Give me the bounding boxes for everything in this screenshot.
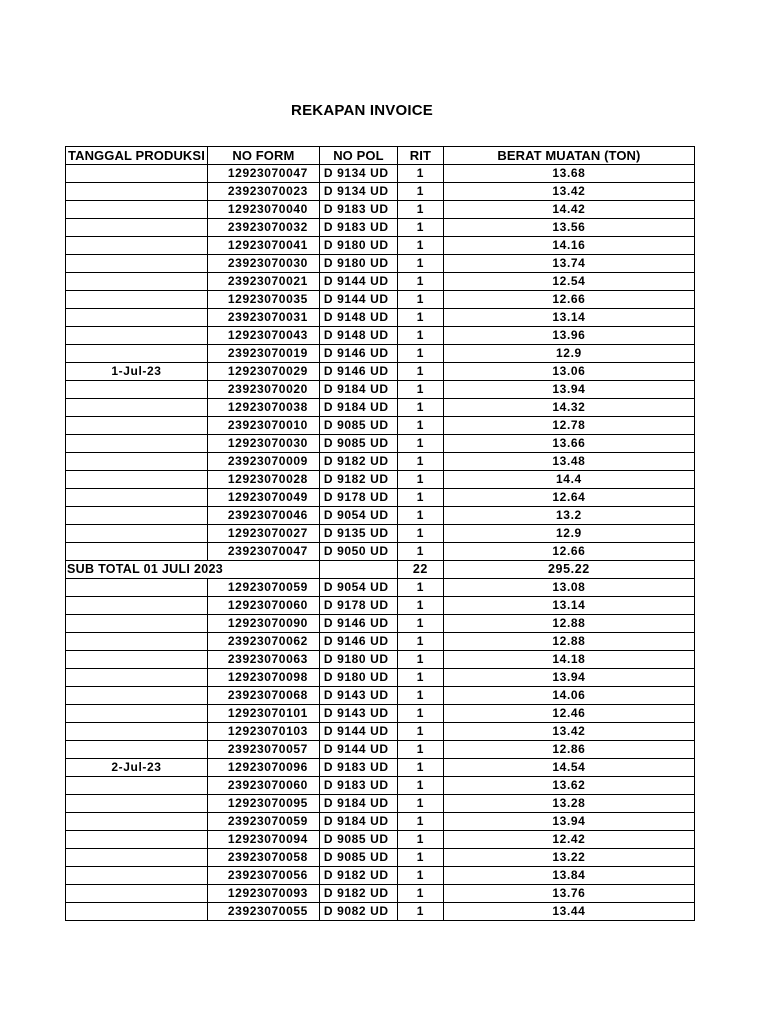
berat-cell: 13.96 [443, 327, 694, 345]
no-pol-cell: D 9082 UD [319, 903, 397, 921]
date-cell [66, 309, 208, 327]
no-pol-cell: D 9146 UD [319, 345, 397, 363]
berat-cell: 13.28 [443, 795, 694, 813]
table-row [66, 471, 695, 489]
rit-cell: 1 [397, 813, 443, 831]
no-form-cell: 12923070035 [207, 291, 319, 309]
no-form-cell: 12923070101 [207, 705, 319, 723]
berat-cell: 13.22 [443, 849, 694, 867]
date-cell [66, 777, 208, 795]
rit-cell: 1 [397, 309, 443, 327]
berat-cell: 13.76 [443, 885, 694, 903]
no-form-cell: 12923070060 [207, 597, 319, 615]
berat-cell: 14.42 [443, 201, 694, 219]
berat-cell: 13.56 [443, 219, 694, 237]
date-cell: 1-Jul-23 [66, 363, 208, 381]
date-cell [66, 903, 208, 921]
rit-cell: 1 [397, 795, 443, 813]
date-cell [66, 597, 208, 615]
date-cell [66, 183, 208, 201]
rit-cell: 1 [397, 201, 443, 219]
no-form-cell: 23923070019 [207, 345, 319, 363]
date-cell [66, 579, 208, 597]
berat-cell: 12.9 [443, 345, 694, 363]
no-form-cell: 12923070043 [207, 327, 319, 345]
table-row [66, 327, 695, 345]
date-cell [66, 327, 208, 345]
no-pol-cell: D 9144 UD [319, 273, 397, 291]
table-row [66, 435, 695, 453]
no-pol-cell: D 9054 UD [319, 579, 397, 597]
no-form-cell: 12923070090 [207, 615, 319, 633]
berat-cell: 12.42 [443, 831, 694, 849]
no-pol-cell: D 9178 UD [319, 597, 397, 615]
table-row [66, 903, 695, 921]
no-form-cell: 12923070041 [207, 237, 319, 255]
berat-cell: 13.94 [443, 669, 694, 687]
berat-cell: 12.88 [443, 633, 694, 651]
no-form-cell: 23923070020 [207, 381, 319, 399]
rit-cell: 1 [397, 741, 443, 759]
header-berat-muatan: BERAT MUATAN (TON) [443, 147, 694, 165]
no-pol-cell: D 9180 UD [319, 237, 397, 255]
table-row [66, 633, 695, 651]
date-cell [66, 687, 208, 705]
berat-cell: 14.4 [443, 471, 694, 489]
rit-cell: 1 [397, 219, 443, 237]
berat-cell: 12.64 [443, 489, 694, 507]
no-pol-cell: D 9146 UD [319, 633, 397, 651]
date-cell [66, 255, 208, 273]
rit-cell: 1 [397, 435, 443, 453]
date-cell [66, 273, 208, 291]
rit-cell: 1 [397, 615, 443, 633]
no-pol-cell: D 9182 UD [319, 885, 397, 903]
rit-cell: 1 [397, 327, 443, 345]
table-row [66, 759, 695, 777]
berat-cell: 13.66 [443, 435, 694, 453]
no-pol-cell: D 9178 UD [319, 489, 397, 507]
berat-cell: 12.66 [443, 291, 694, 309]
table-row [66, 831, 695, 849]
no-pol-cell: D 9134 UD [319, 183, 397, 201]
rit-cell: 1 [397, 885, 443, 903]
no-form-cell: 23923070046 [207, 507, 319, 525]
table-row [66, 165, 695, 183]
invoice-table [65, 146, 695, 921]
no-form-cell: 23923070030 [207, 255, 319, 273]
berat-cell: 13.74 [443, 255, 694, 273]
date-cell [66, 435, 208, 453]
no-form-cell: 12923070047 [207, 165, 319, 183]
no-pol-cell: D 9146 UD [319, 363, 397, 381]
date-cell [66, 723, 208, 741]
no-pol-cell: D 9180 UD [319, 669, 397, 687]
no-pol-cell: D 9144 UD [319, 291, 397, 309]
berat-cell: 12.54 [443, 273, 694, 291]
table-row [66, 597, 695, 615]
document-title: REKAPAN INVOICE [291, 102, 433, 119]
no-pol-cell: D 9182 UD [319, 471, 397, 489]
no-form-cell: 23923070047 [207, 543, 319, 561]
table-row [66, 507, 695, 525]
table-row [66, 237, 695, 255]
table-row [66, 255, 695, 273]
rit-cell: 1 [397, 453, 443, 471]
rit-cell: 1 [397, 363, 443, 381]
table-row [66, 453, 695, 471]
berat-cell: 13.94 [443, 813, 694, 831]
no-pol-cell: D 9085 UD [319, 831, 397, 849]
no-form-cell: 12923070059 [207, 579, 319, 597]
berat-cell: 13.48 [443, 453, 694, 471]
no-form-cell: 12923070098 [207, 669, 319, 687]
table-row [66, 813, 695, 831]
berat-cell: 14.16 [443, 237, 694, 255]
no-form-cell: 23923070060 [207, 777, 319, 795]
no-pol-cell: D 9085 UD [319, 435, 397, 453]
date-cell [66, 165, 208, 183]
rit-cell: 1 [397, 687, 443, 705]
no-form-cell: 23923070009 [207, 453, 319, 471]
table-row [66, 651, 695, 669]
rit-cell: 1 [397, 471, 443, 489]
no-pol-cell: D 9180 UD [319, 255, 397, 273]
berat-cell: 14.18 [443, 651, 694, 669]
table-row [66, 291, 695, 309]
table-row [66, 345, 695, 363]
date-cell [66, 741, 208, 759]
no-form-cell: 23923070031 [207, 309, 319, 327]
subtotal-rit: 22 [397, 561, 443, 579]
berat-cell: 13.84 [443, 867, 694, 885]
no-form-cell: 23923070032 [207, 219, 319, 237]
no-pol-cell: D 9054 UD [319, 507, 397, 525]
no-pol-cell: D 9182 UD [319, 453, 397, 471]
no-form-cell: 12923070095 [207, 795, 319, 813]
berat-cell: 12.66 [443, 543, 694, 561]
date-cell [66, 867, 208, 885]
rit-cell: 1 [397, 849, 443, 867]
date-cell: 2-Jul-23 [66, 759, 208, 777]
no-pol-cell: D 9184 UD [319, 381, 397, 399]
no-pol-cell: D 9085 UD [319, 417, 397, 435]
table-row [66, 849, 695, 867]
rit-cell: 1 [397, 399, 443, 417]
date-cell [66, 795, 208, 813]
no-form-cell: 12923070027 [207, 525, 319, 543]
header-no-pol: NO POL [319, 147, 397, 165]
header-no-form: NO FORM [207, 147, 319, 165]
date-cell [66, 813, 208, 831]
berat-cell: 13.08 [443, 579, 694, 597]
berat-cell: 13.44 [443, 903, 694, 921]
no-form-cell: 12923070094 [207, 831, 319, 849]
no-pol-cell: D 9144 UD [319, 723, 397, 741]
header-tanggal-produksi: TANGGAL PRODUKSI [66, 147, 208, 165]
table-row [66, 795, 695, 813]
no-form-cell: 12923070028 [207, 471, 319, 489]
table-row [66, 201, 695, 219]
no-form-cell: 12923070096 [207, 759, 319, 777]
subtotal-label [66, 561, 320, 579]
table-row [66, 543, 695, 561]
no-pol-cell: D 9144 UD [319, 741, 397, 759]
rit-cell: 1 [397, 165, 443, 183]
header-rit: RIT [397, 147, 443, 165]
date-cell [66, 471, 208, 489]
table-row [66, 669, 695, 687]
header-row [66, 147, 695, 165]
berat-cell: 12.46 [443, 705, 694, 723]
table-row [66, 705, 695, 723]
no-form-cell: 23923070010 [207, 417, 319, 435]
no-form-cell: 12923070030 [207, 435, 319, 453]
date-cell [66, 525, 208, 543]
table-row [66, 687, 695, 705]
date-cell [66, 831, 208, 849]
berat-cell: 13.2 [443, 507, 694, 525]
no-form-cell: 12923070029 [207, 363, 319, 381]
no-pol-cell: D 9050 UD [319, 543, 397, 561]
no-pol-cell: D 9148 UD [319, 327, 397, 345]
no-pol-cell: D 9184 UD [319, 813, 397, 831]
berat-cell: 13.42 [443, 723, 694, 741]
rit-cell: 1 [397, 597, 443, 615]
table-row [66, 381, 695, 399]
table-row [66, 885, 695, 903]
rit-cell: 1 [397, 633, 443, 651]
date-cell [66, 705, 208, 723]
rit-cell: 1 [397, 705, 443, 723]
rit-cell: 1 [397, 831, 443, 849]
rit-cell: 1 [397, 669, 443, 687]
date-cell [66, 417, 208, 435]
date-cell [66, 219, 208, 237]
no-form-cell: 12923070103 [207, 723, 319, 741]
no-pol-cell: D 9134 UD [319, 165, 397, 183]
subtotal-row [66, 561, 695, 579]
no-form-cell: 23923070056 [207, 867, 319, 885]
rit-cell: 1 [397, 183, 443, 201]
subtotal-empty-cell [319, 561, 397, 579]
rit-cell: 1 [397, 489, 443, 507]
rit-cell: 1 [397, 867, 443, 885]
rit-cell: 1 [397, 723, 443, 741]
date-cell [66, 237, 208, 255]
rit-cell: 1 [397, 381, 443, 399]
berat-cell: 13.42 [443, 183, 694, 201]
date-cell [66, 507, 208, 525]
table-row [66, 363, 695, 381]
date-cell [66, 291, 208, 309]
berat-cell: 14.06 [443, 687, 694, 705]
rit-cell: 1 [397, 345, 443, 363]
rit-cell: 1 [397, 417, 443, 435]
rit-cell: 1 [397, 579, 443, 597]
berat-cell: 13.14 [443, 597, 694, 615]
subtotal-label-text: SUB TOTAL 01 JULI 2023 [67, 562, 223, 576]
no-form-cell: 12923070049 [207, 489, 319, 507]
table-row [66, 399, 695, 417]
date-cell [66, 615, 208, 633]
rit-cell: 1 [397, 507, 443, 525]
rit-cell: 1 [397, 237, 443, 255]
rit-cell: 1 [397, 291, 443, 309]
berat-cell: 13.06 [443, 363, 694, 381]
no-form-cell: 12923070093 [207, 885, 319, 903]
table-row [66, 489, 695, 507]
no-pol-cell: D 9180 UD [319, 651, 397, 669]
no-pol-cell: D 9184 UD [319, 399, 397, 417]
table-row [66, 309, 695, 327]
no-pol-cell: D 9143 UD [319, 687, 397, 705]
rit-cell: 1 [397, 759, 443, 777]
date-cell [66, 885, 208, 903]
no-form-cell: 23923070057 [207, 741, 319, 759]
date-cell [66, 669, 208, 687]
date-cell [66, 651, 208, 669]
berat-cell: 13.62 [443, 777, 694, 795]
table-row [66, 525, 695, 543]
no-form-cell: 23923070055 [207, 903, 319, 921]
date-cell [66, 633, 208, 651]
table-row [66, 417, 695, 435]
berat-cell: 14.54 [443, 759, 694, 777]
table-row [66, 741, 695, 759]
berat-cell: 12.9 [443, 525, 694, 543]
date-cell [66, 201, 208, 219]
berat-cell: 12.78 [443, 417, 694, 435]
no-form-cell: 12923070040 [207, 201, 319, 219]
rit-cell: 1 [397, 255, 443, 273]
no-pol-cell: D 9085 UD [319, 849, 397, 867]
date-cell [66, 453, 208, 471]
table-row [66, 219, 695, 237]
no-pol-cell: D 9146 UD [319, 615, 397, 633]
rit-cell: 1 [397, 777, 443, 795]
no-pol-cell: D 9182 UD [319, 867, 397, 885]
no-pol-cell: D 9183 UD [319, 777, 397, 795]
table-row [66, 273, 695, 291]
berat-cell: 14.32 [443, 399, 694, 417]
no-form-cell: 23923070023 [207, 183, 319, 201]
table-row [66, 723, 695, 741]
no-pol-cell: D 9183 UD [319, 201, 397, 219]
date-cell [66, 543, 208, 561]
rit-cell: 1 [397, 543, 443, 561]
no-pol-cell: D 9148 UD [319, 309, 397, 327]
table-row [66, 183, 695, 201]
date-cell [66, 399, 208, 417]
berat-cell: 13.94 [443, 381, 694, 399]
berat-cell: 12.86 [443, 741, 694, 759]
rit-cell: 1 [397, 651, 443, 669]
no-form-cell: 23923070062 [207, 633, 319, 651]
table-row [66, 867, 695, 885]
table-row [66, 579, 695, 597]
berat-cell: 13.14 [443, 309, 694, 327]
subtotal-berat: 295.22 [443, 561, 694, 579]
rit-cell: 1 [397, 273, 443, 291]
no-form-cell: 23923070021 [207, 273, 319, 291]
no-pol-cell: D 9184 UD [319, 795, 397, 813]
date-cell [66, 381, 208, 399]
table-row [66, 777, 695, 795]
no-form-cell: 23923070059 [207, 813, 319, 831]
no-form-cell: 23923070058 [207, 849, 319, 867]
table-body [66, 165, 695, 921]
table-row [66, 615, 695, 633]
no-form-cell: 12923070038 [207, 399, 319, 417]
date-cell [66, 345, 208, 363]
no-pol-cell: D 9143 UD [319, 705, 397, 723]
no-pol-cell: D 9183 UD [319, 759, 397, 777]
no-pol-cell: D 9183 UD [319, 219, 397, 237]
date-cell [66, 849, 208, 867]
rit-cell: 1 [397, 903, 443, 921]
date-cell [66, 489, 208, 507]
rit-cell: 1 [397, 525, 443, 543]
berat-cell: 13.68 [443, 165, 694, 183]
no-pol-cell: D 9135 UD [319, 525, 397, 543]
berat-cell: 12.88 [443, 615, 694, 633]
no-form-cell: 23923070063 [207, 651, 319, 669]
no-form-cell: 23923070068 [207, 687, 319, 705]
